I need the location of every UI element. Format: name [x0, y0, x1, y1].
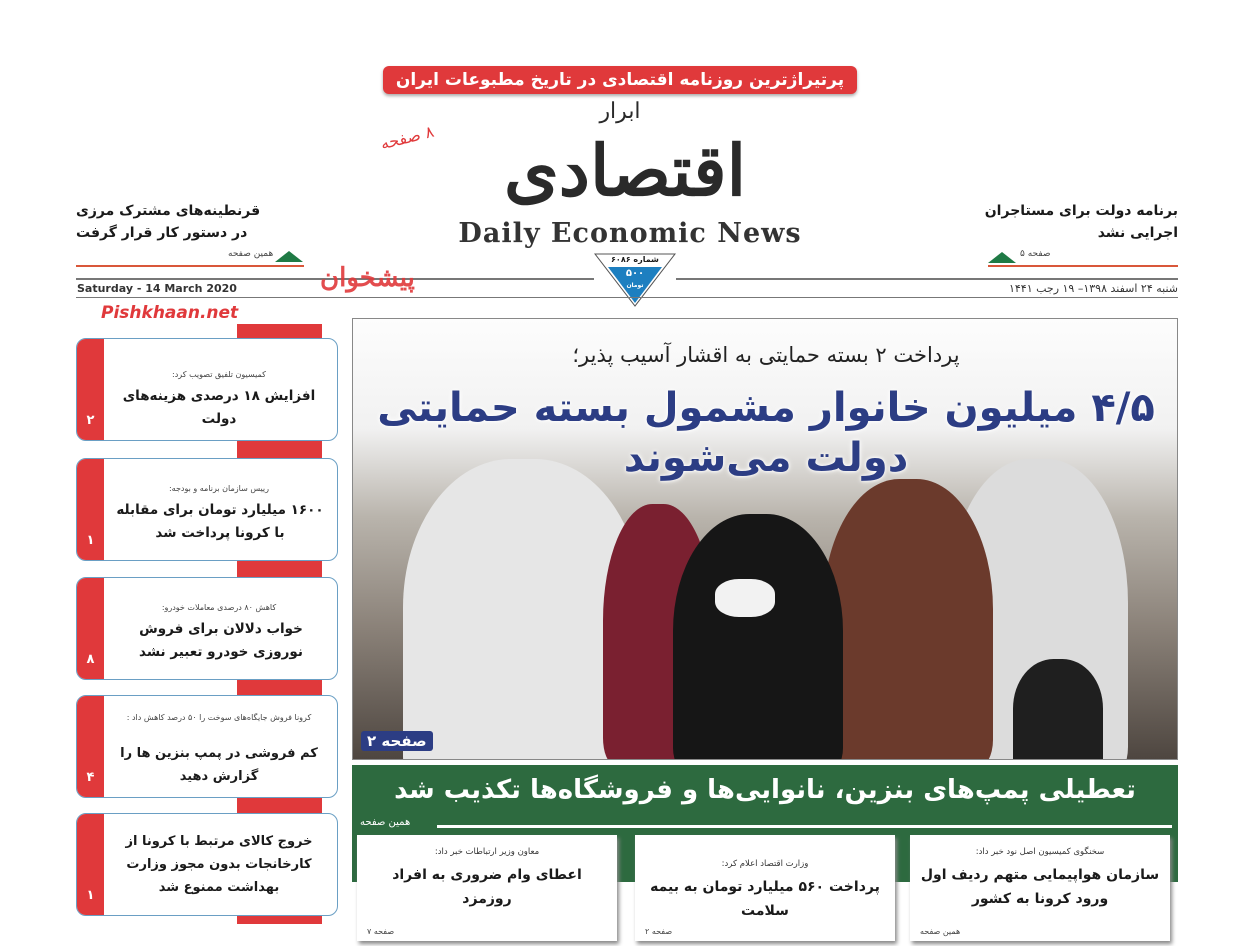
photo-figure: [673, 514, 843, 760]
card-page: ۱: [86, 533, 95, 548]
card-headline: ۱۶۰۰ میلیارد تومان برای مقابله با کرونا پرداخت شد: [116, 502, 324, 541]
issue-price: ۵۰۰: [625, 268, 645, 279]
page-count: ۸ صفحه: [378, 121, 436, 154]
sidebar-card[interactable]: [76, 338, 338, 441]
card-kicker: کاهش ۸۰ درصدی معاملات خودرو:: [161, 603, 277, 612]
issue-currency: تومان: [626, 282, 644, 289]
story-kicker: معاون وزیر ارتباطات خبر داد:: [434, 847, 540, 857]
masthead-banner: پرتیراژترین روزنامه اقتصادی در تاریخ مطبوعات ایران: [383, 66, 857, 94]
photo-figure: [1013, 659, 1103, 760]
teaser-headline: برنامه دولت برای مستاجران: [984, 203, 1178, 219]
date-persian: شنبه ۲۴ اسفند ۱۳۹۸– ۱۹ رجب ۱۴۴۱: [1008, 282, 1178, 295]
sidebar-card[interactable]: [76, 577, 338, 680]
card-tab: [237, 558, 322, 578]
story-kicker: سخنگوی کمیسیون اصل نود خبر داد:: [975, 847, 1105, 857]
photo-mask: [715, 579, 775, 617]
card-kicker: کرونا فروش جایگاه‌های سوخت را ۵۰ درصد کاهش داد :: [126, 713, 312, 722]
divider: [76, 265, 304, 267]
teaser-headline: قرنطینه‌های مشترک مرزی: [76, 203, 261, 219]
story-kicker: وزارت اقتصاد اعلام کرد:: [721, 859, 809, 869]
teaser-headline: در دستور کار قرار گرفت: [76, 225, 248, 241]
story-headline: سازمان هواپیمایی متهم ردیف اول ورود کرونا به کشور: [920, 867, 1160, 907]
newspaper-logo-small: ابرار: [599, 99, 641, 124]
card-kicker: رییس سازمان برنامه و بودجه:: [168, 484, 270, 493]
sidebar-card[interactable]: [76, 458, 338, 561]
card-page: ۴: [86, 770, 95, 785]
issue-number: شماره ۶۰۸۶: [611, 255, 659, 264]
sidebar-card[interactable]: [76, 813, 338, 916]
second-page: همین صفحه: [360, 817, 411, 828]
card-tab: [237, 440, 322, 460]
divider: [988, 265, 1178, 267]
triangle-icon: [988, 252, 1016, 263]
photo-figure: [823, 479, 993, 760]
bottom-story[interactable]: [635, 835, 895, 941]
card-headline: کم فروشی در پمپ بنزین ها را گزارش دهید: [120, 746, 318, 784]
divider: [676, 278, 1178, 280]
card-headline: خواب دلالان برای فروش نوروزی خودرو تعبیر نشد: [139, 621, 303, 660]
issue-badge: [594, 253, 676, 307]
lead-story[interactable]: [352, 318, 1178, 760]
card-headline: خروج کالای مرتبط با کرونا از کارخانجات بدون مجوز وزارت بهداشت ممنوع شد: [125, 834, 313, 895]
lead-page: صفحه ۲: [361, 731, 433, 751]
newspaper-logo[interactable]: اقتصادی: [503, 129, 747, 212]
top-right-teaser[interactable]: [928, 200, 1178, 244]
triangle-icon: [275, 251, 303, 262]
card-kicker: کمیسیون تلفیق تصویب کرد:: [172, 370, 266, 379]
story-page: صفحه ۲: [645, 927, 673, 936]
date-english: Saturday - 14 March 2020: [77, 282, 237, 295]
lead-kicker: پرداخت ۲ بسته حمایتی به اقشار آسیب پذیر؛: [572, 343, 960, 367]
newspaper-logo-english: Daily Economic News: [458, 218, 802, 249]
story-page: صفحه ۷: [367, 927, 395, 936]
card-page: ۱: [86, 888, 95, 903]
bottom-story[interactable]: [357, 835, 617, 941]
story-page: همین صفحه: [920, 927, 961, 936]
card-page: ۲: [86, 413, 95, 428]
card-headline: افزایش ۱۸ درصدی هزینه‌های دولت: [122, 388, 316, 427]
card-page: ۸: [86, 652, 95, 667]
teaser-page: صفحه ۵: [1020, 249, 1051, 259]
teaser-headline: اجرایی نشد: [1097, 225, 1178, 241]
second-headline: تعطیلی پمپ‌های بنزین، نانوایی‌ها و فروشگاه‌ها تکذیب شد: [394, 775, 1136, 805]
lead-headline: ۴/۵ میلیون خانوار مشمول بسته حمایتی دولت می‌شوند: [377, 385, 1155, 481]
top-left-teaser[interactable]: [76, 200, 316, 244]
watermark-url: Pishkhaan.net: [101, 303, 239, 323]
story-headline: اعطای وام ضروری به افراد روزمزد: [392, 867, 582, 907]
bottom-story[interactable]: [910, 835, 1170, 941]
story-headline: پرداخت ۵۶۰ میلیارد تومان به بیمه سلامت: [650, 879, 880, 919]
divider: [437, 825, 1172, 828]
teaser-page: همین صفحه: [228, 249, 274, 259]
watermark-logo: پیشخوان: [320, 263, 415, 293]
sidebar-card[interactable]: [76, 695, 338, 798]
divider: [76, 297, 1178, 298]
